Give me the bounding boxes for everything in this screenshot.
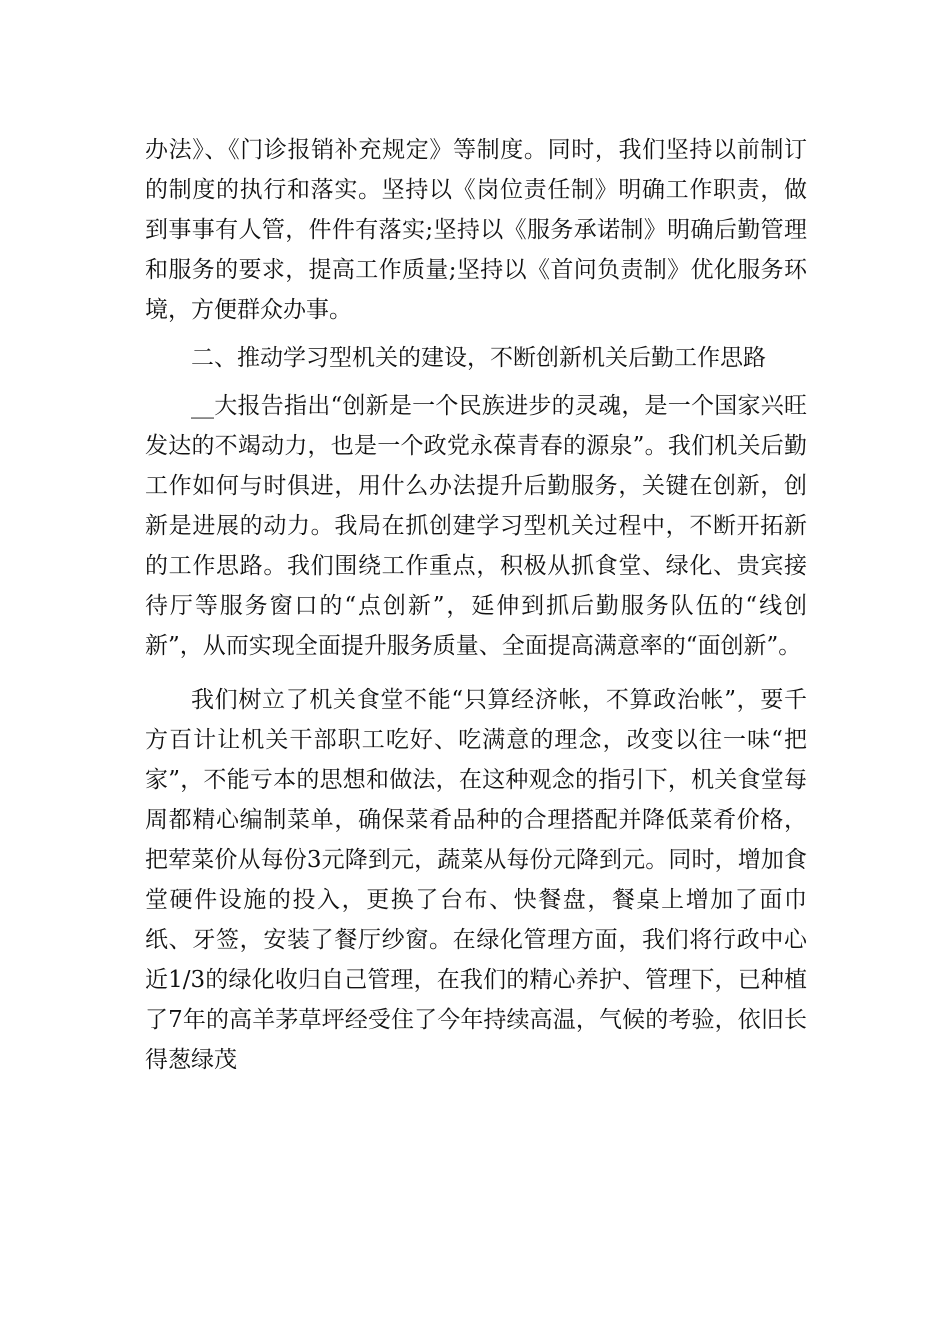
document-body [145,130,807,1088]
paragraph-continuation: 办法》、《门诊报销补充规定》等制度。同时，我们坚持以前制订的制度的执行和落实。坚持以《岗位责任制》明确工作职责，做到事事有人管，件件有落实;坚持以《服务承诺制》明确后勤管理和服务的要求，提高工作质量;坚持以《首问负责制》优化服务环境，方便群众办事。 [145,137,807,323]
section-heading: 二、推动学习型机关的建设，不断创新机关后勤工作思路 [191,345,766,371]
paragraph-innovation: __大报告指出“创新是一个民族进步的灵魂，是一个国家兴旺发达的不竭动力，也是一个政党永葆青春的源泉”。我们机关后勤工作如何与时俱进，用什么办法提升后勤服务，关键在创新，创新是进展的动力。我局在抓创建学习型机关过程中，不断开拓新的工作思路。我们围绕工作重点，积极从抓食堂、绿化、贵宾接待厅等服务窗口的“点创新”，延伸到抓后勤服务队伍的“线创新”，从而实现全面提升服务质量、全面提高满意率的“面创新”。 [145,393,807,659]
paragraph-canteen: 我们树立了机关食堂不能“只算经济帐，不算政治帐”，要千方百计让机关干部职工吃好、吃满意的理念，改变以往一味“把家”，不能亏本的思想和做法，在这种观念的指引下，机关食堂每周都精心编制菜单，确保菜肴品种的合理搭配并降低菜肴价格，把荤菜价从每份3元降到元，蔬菜从每份元降到元。同时，增加食堂硬件设施的投入，更换了台布、快餐盘，餐桌上增加了面巾纸、牙签，安装了餐厅纱窗。在绿化管理方面，我们将行政中心近1/3的绿化收归自己管理，在我们的精心养护、管理下，已种植了7年的高羊茅草坪经受住了今年持续高温，气候的考验，依旧长得葱绿茂 [145,687,807,1073]
